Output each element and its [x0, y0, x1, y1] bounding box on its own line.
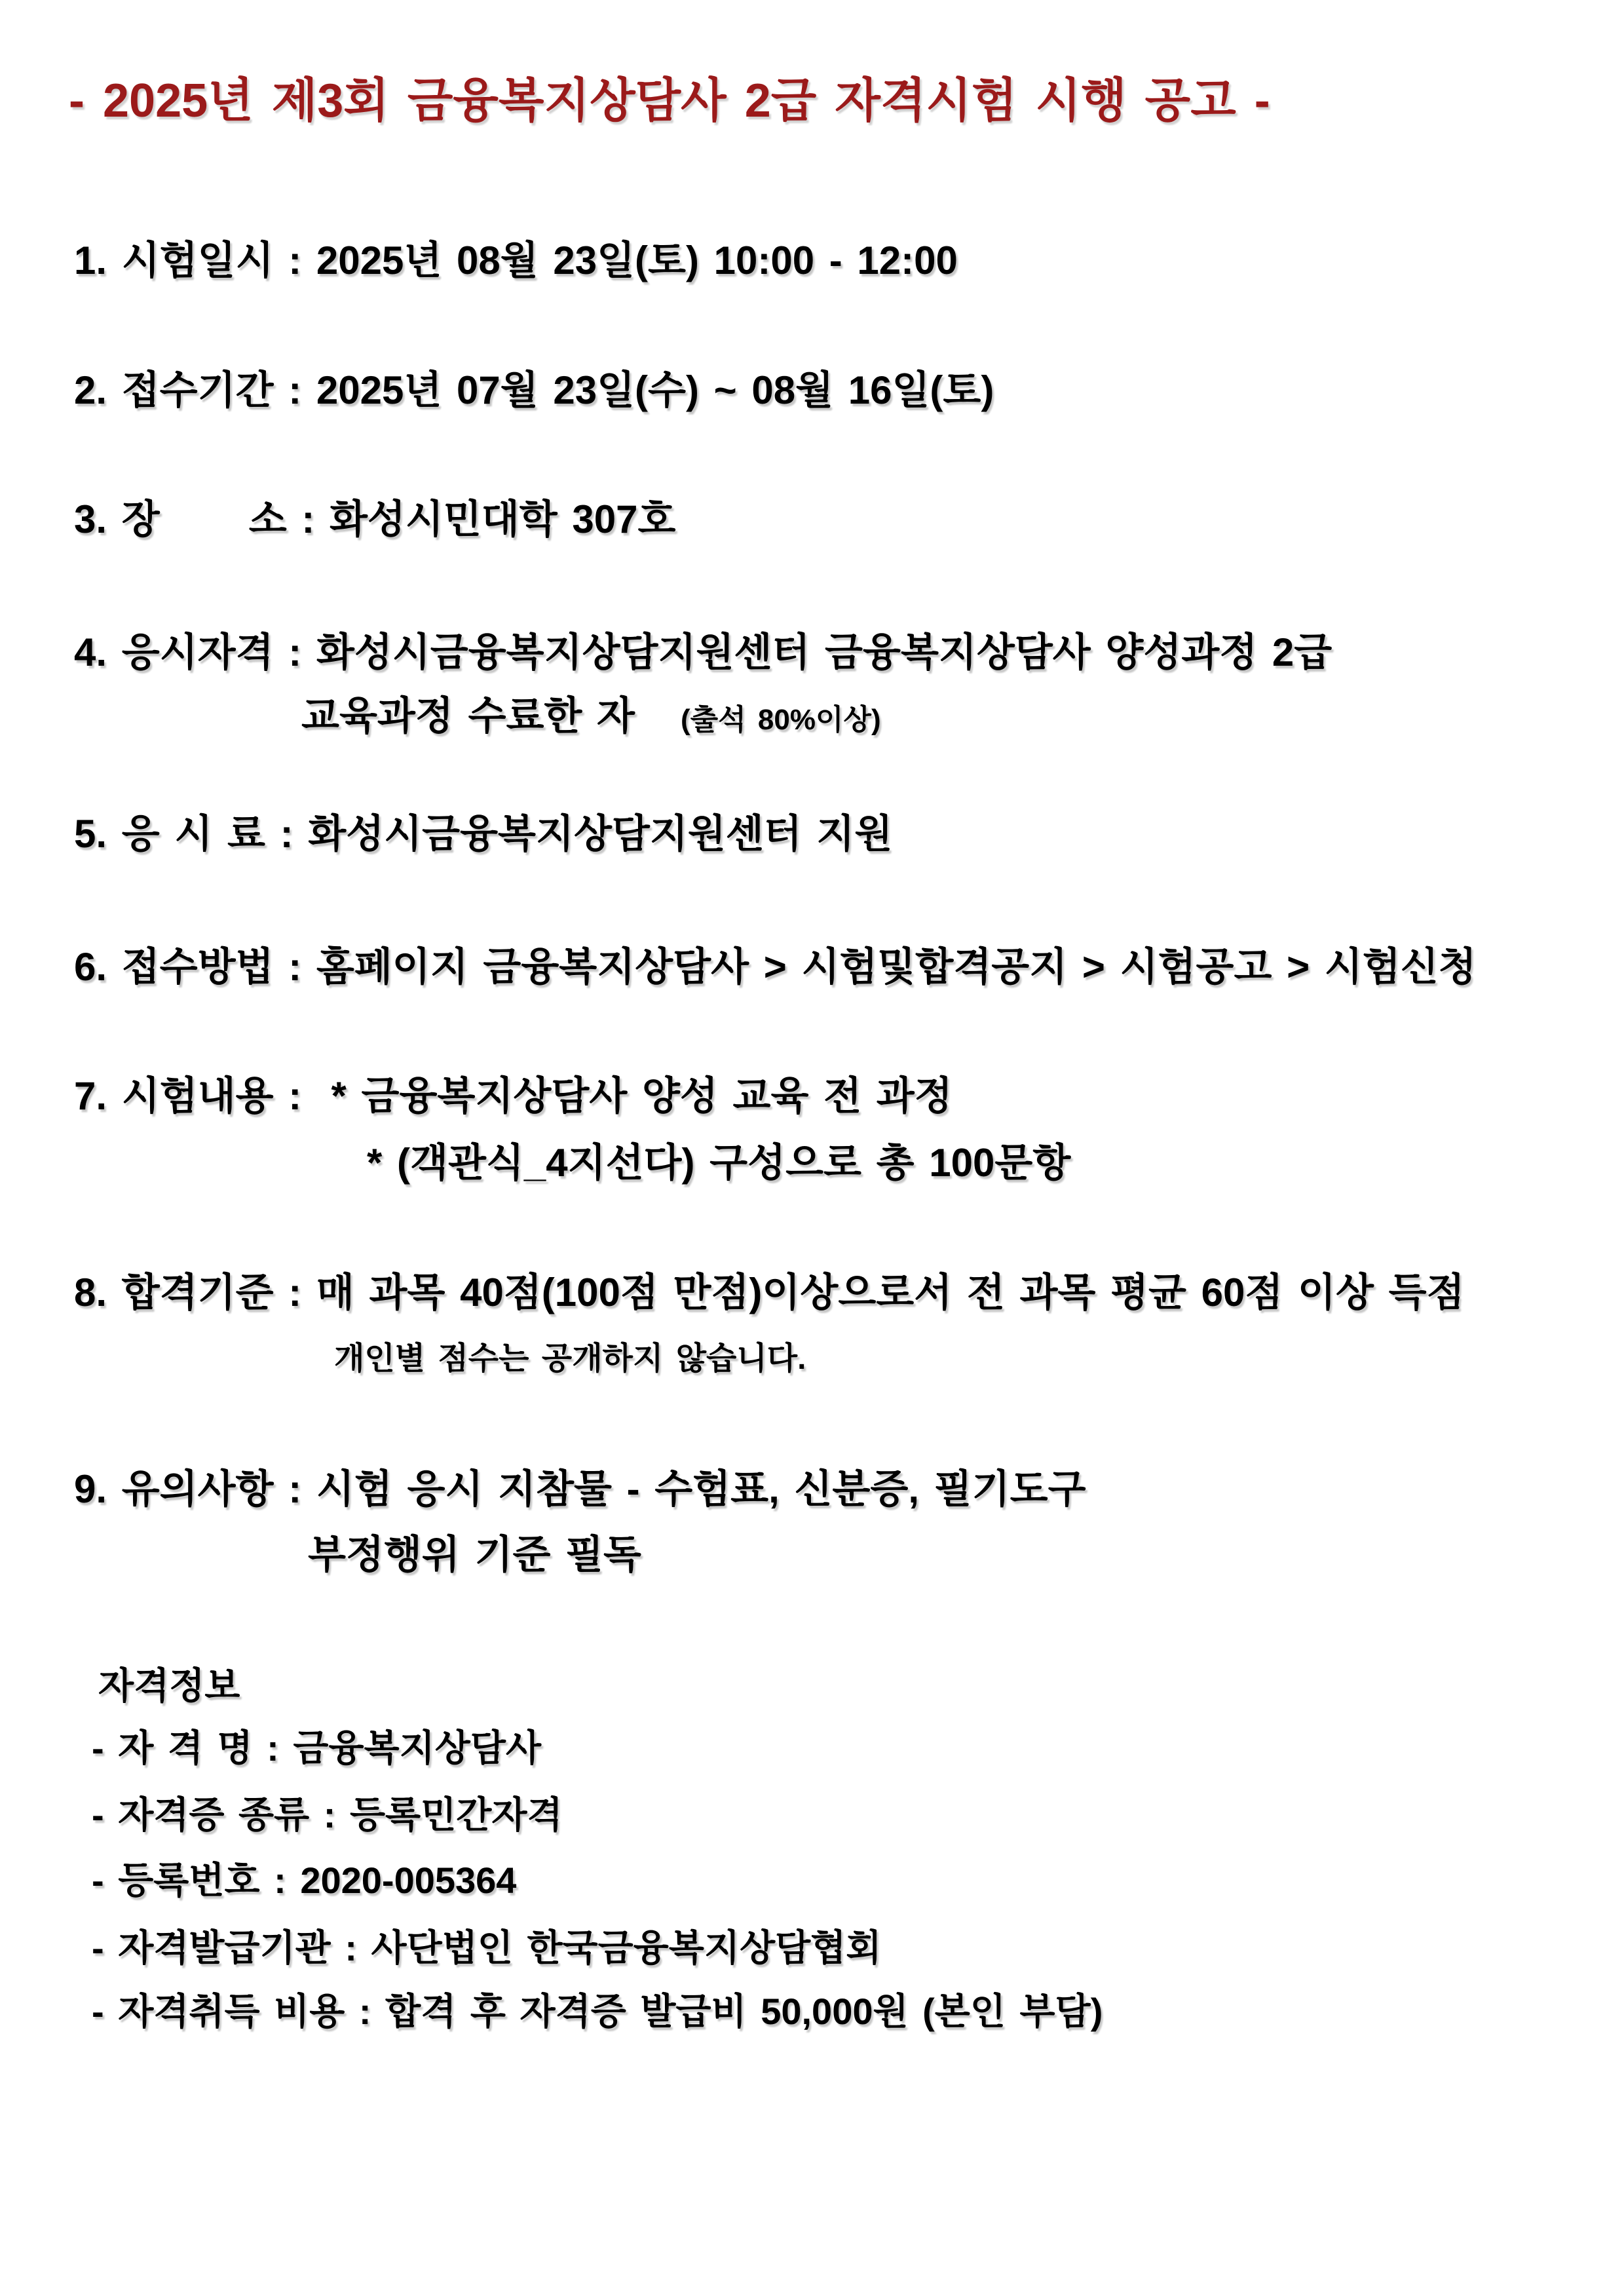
application-period-line: 2. 접수기간 : 2025년 07월 23일(수) ~ 08월 16일(토) [74, 368, 994, 412]
score-disclosure-note: 개인별 점수는 공개하지 않습니다. [334, 1341, 806, 1376]
cert-info-header: 자격정보 [98, 1665, 240, 1706]
exam-content-line1: 7. 시험내용 : * 금융복지상담사 양성 교육 전 과정 [74, 1074, 953, 1118]
cert-cost-line: - 자격취득 비용 : 합격 후 자격증 발급비 50,000원 (본인 부담) [92, 1991, 1103, 2032]
cert-regno-line: - 등록번호 : 2020-005364 [92, 1860, 517, 1901]
eligibility-line1: 4. 응시자격 : 화성시금융복지상담지원센터 금융복지상담사 양성과정 2급 [74, 630, 1332, 674]
page-title: - 2025년 제3회 금융복지상담사 2급 자격시험 시행 공고 - [69, 75, 1270, 127]
exam-location-line: 3. 장 소 : 화성시민대학 307호 [74, 497, 676, 541]
passing-criteria-line: 8. 합격기준 : 매 과목 40점(100점 만점)이상으로서 전 과목 평균 60점 이상 득점 [74, 1271, 1465, 1314]
eligibility-line2 [301, 694, 881, 738]
cert-issuer-line: - 자격발급기관 : 사단법인 한국금융복지상담협회 [92, 1927, 882, 1968]
cert-name-line: - 자 격 명 : 금융복지상담사 [92, 1727, 542, 1769]
exam-content-line2: * (객관식_4지선다) 구성으로 총 100문항 [367, 1141, 1071, 1185]
exam-datetime-line: 1. 시험일시 : 2025년 08월 23일(토) 10:00 - 12:00 [74, 239, 958, 282]
cert-type-line: - 자격증 종류 : 등록민간자격 [92, 1794, 563, 1835]
exam-fee-line: 5. 응 시 료 : 화성시금융복지상담지원센터 지원 [74, 812, 893, 856]
eligibility-line2-main: 교육과정 수료한 자 [301, 694, 635, 738]
precautions-line2: 부정행위 기준 필독 [308, 1533, 642, 1577]
attendance-note: (출석 80%이상) [681, 704, 881, 736]
application-method-line: 6. 접수방법 : 홈페이지 금융복지상담사 > 시험및합격공지 > 시험공고 > 시험신청 [74, 945, 1477, 989]
precautions-line1: 9. 유의사항 : 시험 응시 지참물 - 수험표, 신분증, 필기도구 [74, 1467, 1086, 1511]
